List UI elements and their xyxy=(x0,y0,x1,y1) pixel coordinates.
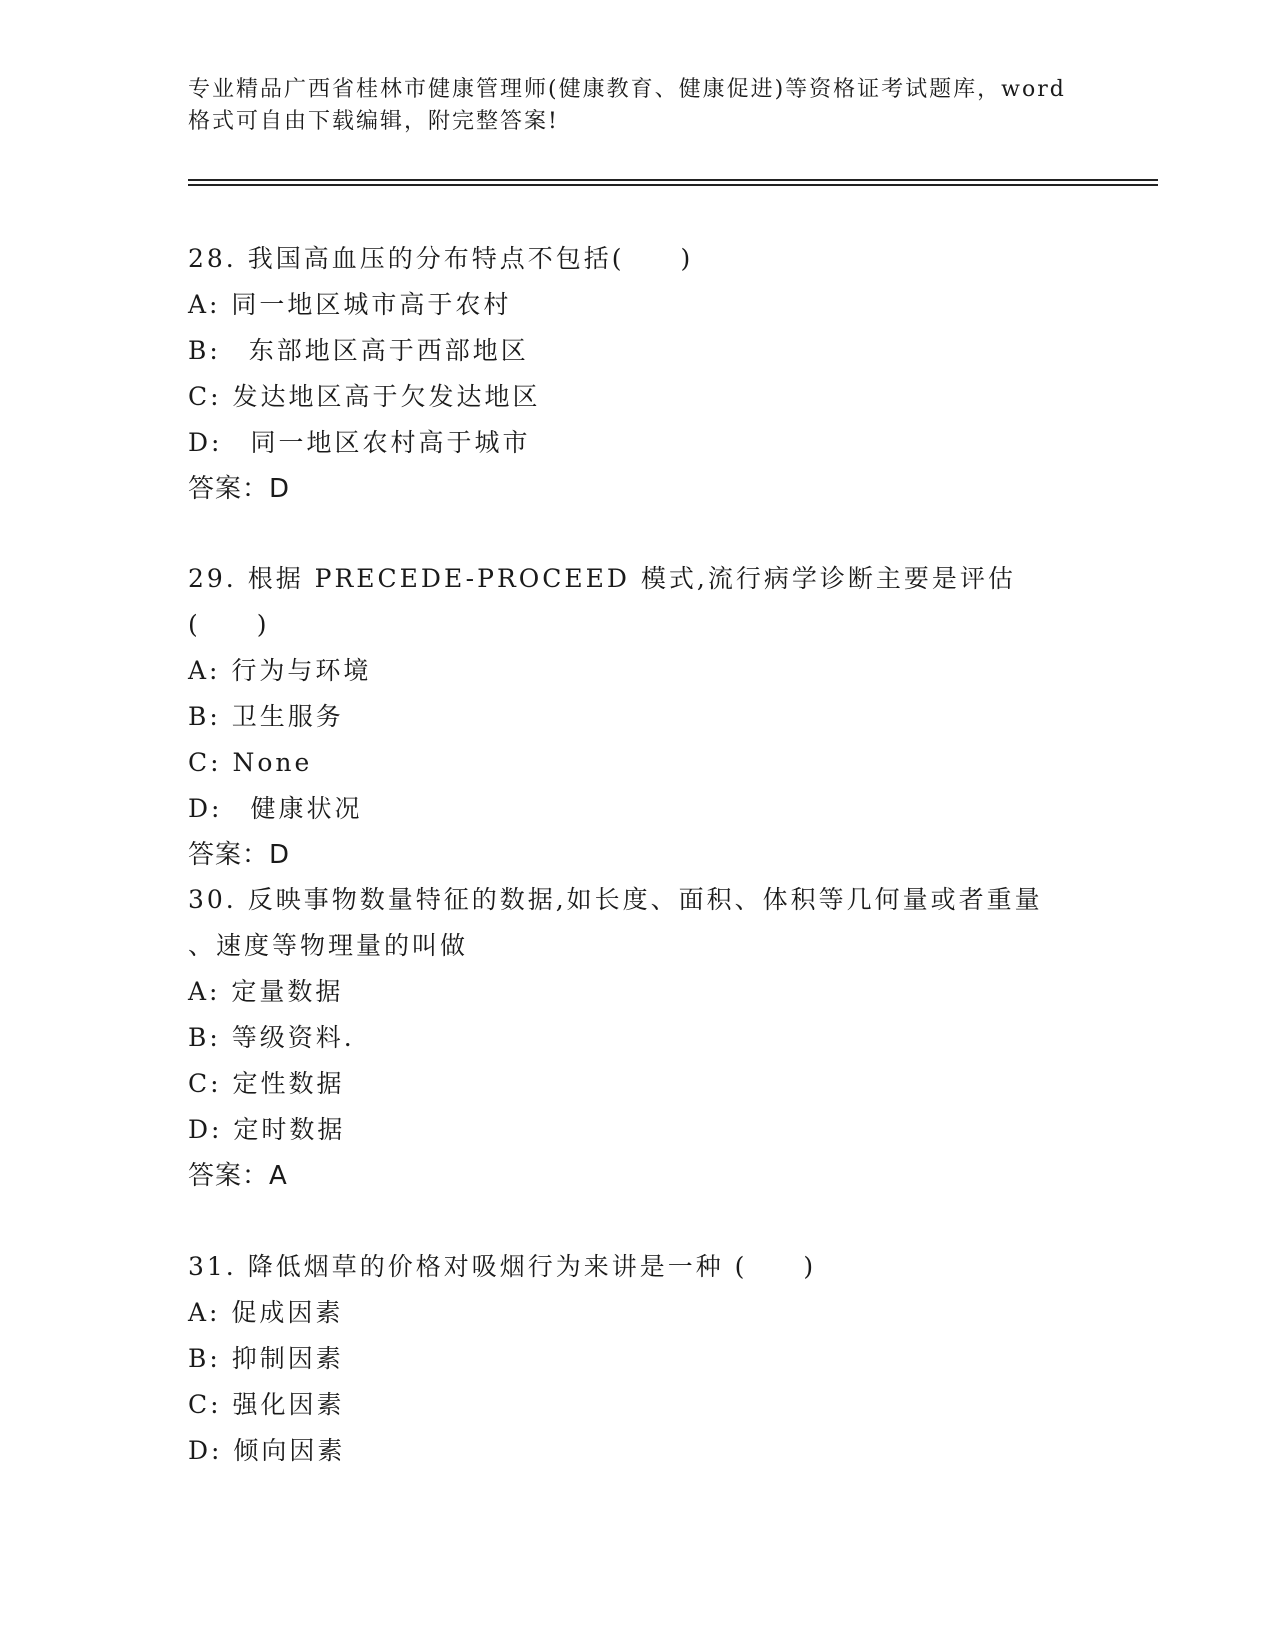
option-b: B: 抑制因素 xyxy=(188,1344,344,1373)
option-b: B: 卫生服务 xyxy=(188,702,344,731)
document-header xyxy=(188,74,1088,138)
question-30 xyxy=(188,877,1088,1199)
header-line-2: 格式可自由下载编辑，附完整答案! xyxy=(188,109,559,134)
question-stem: 29. 根据 PRECEDE-PROCEED 模式,流行病学诊断主要是评估( ) xyxy=(188,564,1016,639)
option-c: C: 发达地区高于欠发达地区 xyxy=(188,382,541,411)
option-a: A: 行为与环境 xyxy=(188,656,372,685)
header-divider-top xyxy=(188,179,1158,181)
option-a: A: 同一地区城市高于农村 xyxy=(188,290,512,319)
question-29 xyxy=(188,556,1088,878)
option-a: A: 促成因素 xyxy=(188,1298,344,1327)
option-d: D: 定时数据 xyxy=(188,1115,346,1144)
option-c: C: 强化因素 xyxy=(188,1390,345,1419)
option-d: D: 健康状况 xyxy=(188,794,363,823)
question-31 xyxy=(188,1244,1088,1474)
option-b: B: 等级资料. xyxy=(188,1023,355,1052)
option-c: C: 定性数据 xyxy=(188,1069,345,1098)
answer: 答案：A xyxy=(188,1161,288,1191)
option-c: C: None xyxy=(188,748,313,777)
option-d: D: 倾向因素 xyxy=(188,1436,346,1465)
answer: 答案：D xyxy=(188,840,291,870)
option-a: A: 定量数据 xyxy=(188,977,344,1006)
header-line-1: 专业精品广西省桂林市健康管理师(健康教育、健康促进)等资格证考试题库，word xyxy=(188,77,1066,102)
answer: 答案：D xyxy=(188,474,291,504)
header-divider-bottom xyxy=(188,184,1158,186)
question-stem-line-1: 30. 反映事物数量特征的数据,如长度、面积、体积等几何量或者重量 xyxy=(188,885,1043,914)
option-b: B: 东部地区高于西部地区 xyxy=(188,336,529,365)
option-d: D: 同一地区农村高于城市 xyxy=(188,428,531,457)
question-28 xyxy=(188,236,1088,512)
question-stem: 28. 我国高血压的分布特点不包括( ) xyxy=(188,244,694,273)
question-stem-line-2: 、速度等物理量的叫做 xyxy=(188,931,469,960)
question-stem: 31. 降低烟草的价格对吸烟行为来讲是一种 ( ) xyxy=(188,1252,817,1281)
